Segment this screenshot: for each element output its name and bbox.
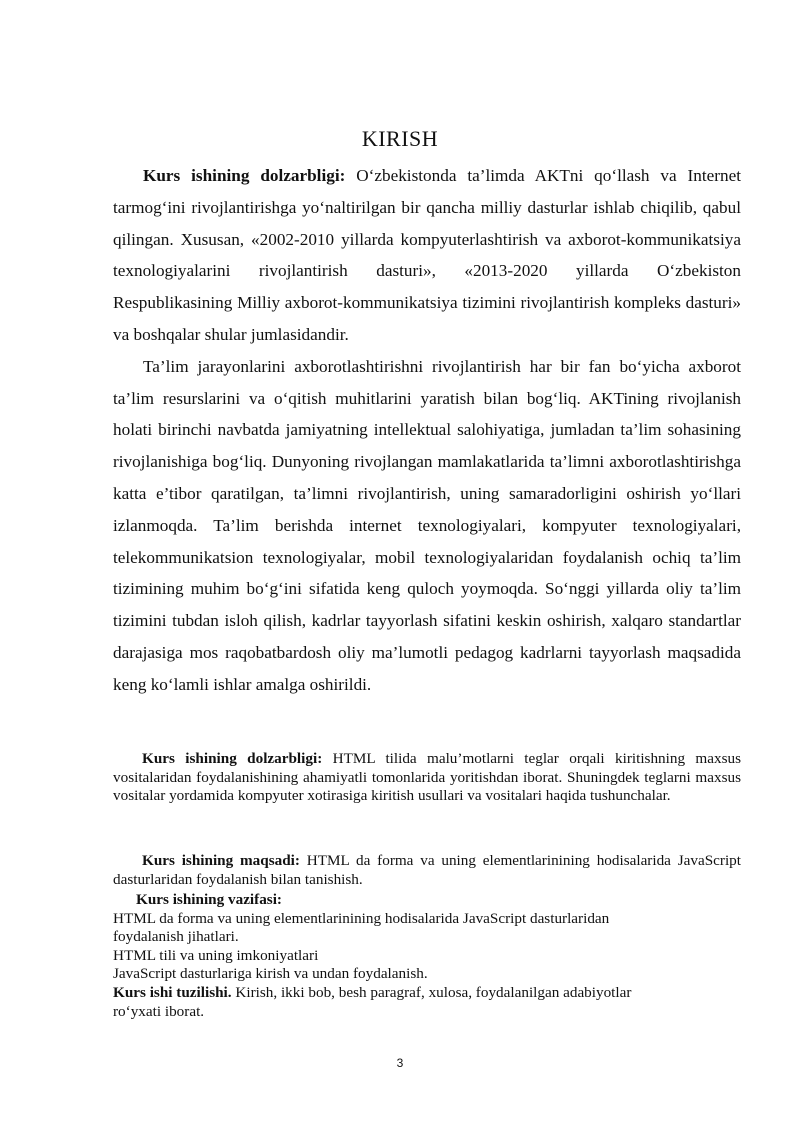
task-line-3: HTML tili va uning imkoniyatlari [113,946,319,964]
page-title: KIRISH [361,126,439,151]
tasks-section [113,891,741,1021]
task-line-4: JavaScript dasturlariga kirish va undan foydalanish. [113,965,428,983]
goal-text: HTML da forma va uning elementlarinining hodisalarida JavaScript dasturlaridan foydalanish bilan tanishish. [113,852,741,888]
relevance-label: Kurs ishining dolzarbligi: [142,750,323,767]
structure-line-2: ro‘yxati iborat. [113,1002,205,1020]
introduction-body [113,160,741,701]
intro-paragraph-2: Ta’lim jarayonlarini axborotlashtirishni rivojlantirish har bir fan bo‘yicha axborot ta’lim resurslarini va o‘qitish muhitlarini yaratish bilan bog‘liq. AKTining rivojlanish holati birinchi navbatda jamiyatning intellektual salohiyatiga, jumladan ta’lim sohasining rivojlanishiga bog‘liq. Dunyoning rivojlangan mamlakatlarida ta’limni axborotlashtirishga katta e’tibor qaratilgan, ta’limni rivojlantirish, uning samaradorligini oshirish yo‘llari izlanmoqda. Ta’lim berishda internet texnologiyalari, kompyuter texnologiyalari, telekommunikatsion texnologiyalar, mobil texnologiyalaridan foydalanish ochiq ta’lim tizimining muhim bo‘g‘ini sifatida keng quloch yoymoqda. So‘nggi yillarda oliy ta’lim tizimini tubdan isloh qilish, kadrlar tayyorlash sifatini keskin oshirish, xalqaro standartlar darajasiga mos raqobatbardosh oliy ma’lumotli pedagog kadrlarni tayyorlash maqsadida keng ko‘lamli ishlar amalga oshirildi. [113,356,741,694]
relevance-section [113,750,741,806]
relevance-paragraph [113,750,741,806]
structure-text: Kirish, ikki bob, besh paragraf, xulosa, foydalanilgan adabiyotlar [231,983,632,1001]
goal-label: Kurs ishining maqsadi: [142,852,300,869]
intro-paragraph-1-text: O‘zbekistonda ta’limda AKTni qo‘llash va Internet tarmog‘ini rivojlantirishga yo‘naltirilgan bir qancha milliy dasturlar ishlab chiqilib, qabul qilingan. Xususan, «2002-2010 yillarda kompyuterlashtirish va axborot-kommunikatsiya texnologiyalarini rivojlantirish dasturi», «2013-2020 yillarda O‘zbekiston Respublikasining Milliy axborot-kommunikatsiya tizimini rivojlantirish kompleks dasturi» va boshqalar shular jumlasidandir. [113,166,741,344]
structure-line-1 [113,984,741,1003]
intro-paragraph-1 [113,160,741,351]
tasks-label: Kurs ishining vazifasi: [136,891,282,908]
structure-label: Kurs ishi tuzilishi. [113,983,232,1001]
task-line-1: HTML da forma va uning elementlarinining hodisalarida JavaScript dasturlaridan [113,909,610,927]
tasks-heading [113,891,741,910]
page-number: 3 [396,1056,404,1070]
goal-paragraph [113,852,741,889]
goal-section [113,852,741,889]
task-line-2: foydalanish jihatlari. [113,928,239,946]
relevance-text: HTML tilida malu’motlarni teglar orqali kiritishning maxsus vositalaridan foydalanishining ahamiyatli tomonlarida yoritishdan iborat. Shuningdek teglarni maxsus vositalar yordamida kompyuter xotirasiga kiritish usullari va vositalari haqida tushunchalar. [113,750,741,805]
relevance-heading: Kurs ishining dolzarbligi: [143,166,346,185]
